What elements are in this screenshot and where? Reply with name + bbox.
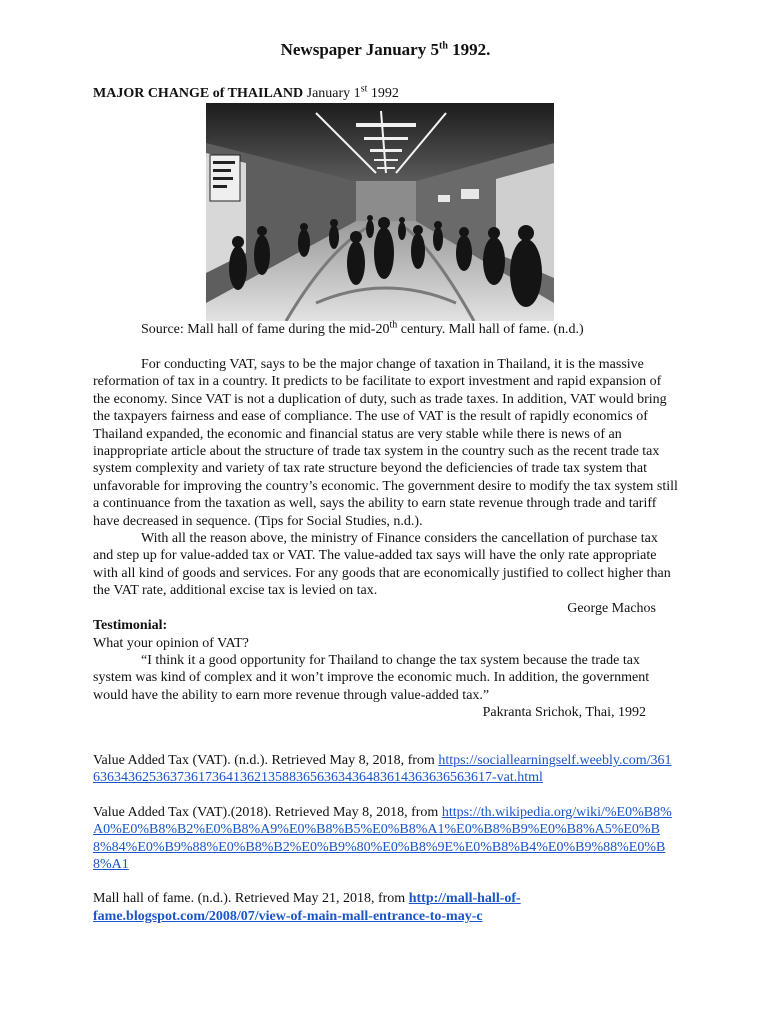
reference-2: Value Added Tax (VAT).(2018). Retrieved May 8, 2018, from https://th.wikipedia.org/wiki/%E0%B8%A0%E0%B8%B2%E0%B8%A9%E0%B8%B5%E0%B8%A1%E0%B8%B9%E0%B8%A5%E0%B8%84%E0%B9%88%E0%B8%B2%E0%B9%80%E0%B8%9E%E0%B8%B4%E0%B9%88%E0%B8%A1 [93,804,672,873]
reference-1: Value Added Tax (VAT). (n.d.). Retrieved May 8, 2018, from https://sociallearningself.weebly.com/361636343625363736173641362135883656363436483614363636563617-vat.html [93,753,672,786]
article-body [93,356,678,722]
page-title: Newspaper January 5th 1992. [280,40,491,59]
reference-3-link[interactable]: http://mall-hall-of-fame.blogspot.com/2008/07/view-of-main-mall-entrance-to-may-c [93,891,521,924]
paragraph-1: For conducting VAT, says to be the major change of taxation in Thailand, it is the massive reformation of tax in a country. It predicts to be facilitate to export investment and rapid expansion of the economy. Since VAT is not a duplication of duty, such as trade taxes. In addition, VAT would bring the taxpayers fairness and ease of compliance. The use of VAT is the result of rapidly economics of Thailand expanded, the economic and financial status are very stable while there is news of an inappropriate article about the structure of trade tax system in the country such as the recent trade tax system complexity and variety of tax rate structure beyond the deficiencies of trade tax system that unfavorable for improving the country’s economic. The government desire to modify the tax system still a continuance from the taxation as well, says the ability to earn state revenue through trade and tariff have decreased in sequence. (Tips for Social Studies, n.d.). [93,357,678,529]
testimonial-heading: Testimonial: [93,618,168,634]
mall-hall-image [206,103,554,321]
testimonial-question: What your opinion of VAT? [93,635,249,651]
reference-2-link[interactable]: https://th.wikipedia.org/wiki/%E0%B8%A0%E0%B8%B2%E0%B8%A9%E0%B8%B5%E0%B8%A1%E0%B8%B9%E0%B8%A5%E0%B8%84%E0%B9%88%E0%B8%B2%E0%B9%80%E0%B8%9E%E0%B8%B4%E0%B9%88%E0%B8%A1 [93,804,672,873]
article-author: George Machos [567,600,656,616]
mall-photo [206,103,554,321]
testimonial-quote: “I think it a good opportunity for Thailand to change the tax system because the trade tax system was kind of complex and it won’t improve the economic much. In addition, the government would have the ability to earn more revenue through value-added tax.” [93,652,650,703]
quote-author: Pakranta Srichok, Thai, 1992 [482,705,646,721]
reference-1-link[interactable]: https://sociallearningself.weebly.com/361636343625363736173641362135883656363436483614363636563617-vat.html [93,753,672,786]
article-headline: MAJOR CHANGE of THAILAND January 1st 1992 [93,83,399,101]
paragraph-2: With all the reason above, the ministry of Finance considers the cancellation of purchase tax and step up for value-added tax or VAT. The value-added tax says will have the only rate appropriate with all kind of goods and services. For any goods that are economically justified to collect higher than the VAT rate, additional excise tax is levied on tax. [93,531,671,599]
reference-3: Mall hall of fame. (n.d.). Retrieved May 21, 2018, from http://mall-hall-of-fame.blogspot.com/2008/07/view-of-main-mall-entrance-to-may-c [93,891,521,924]
references [93,752,678,925]
photo-caption: Source: Mall hall of fame during the mid-20th century. Mall hall of fame. (n.d.) [141,319,584,337]
